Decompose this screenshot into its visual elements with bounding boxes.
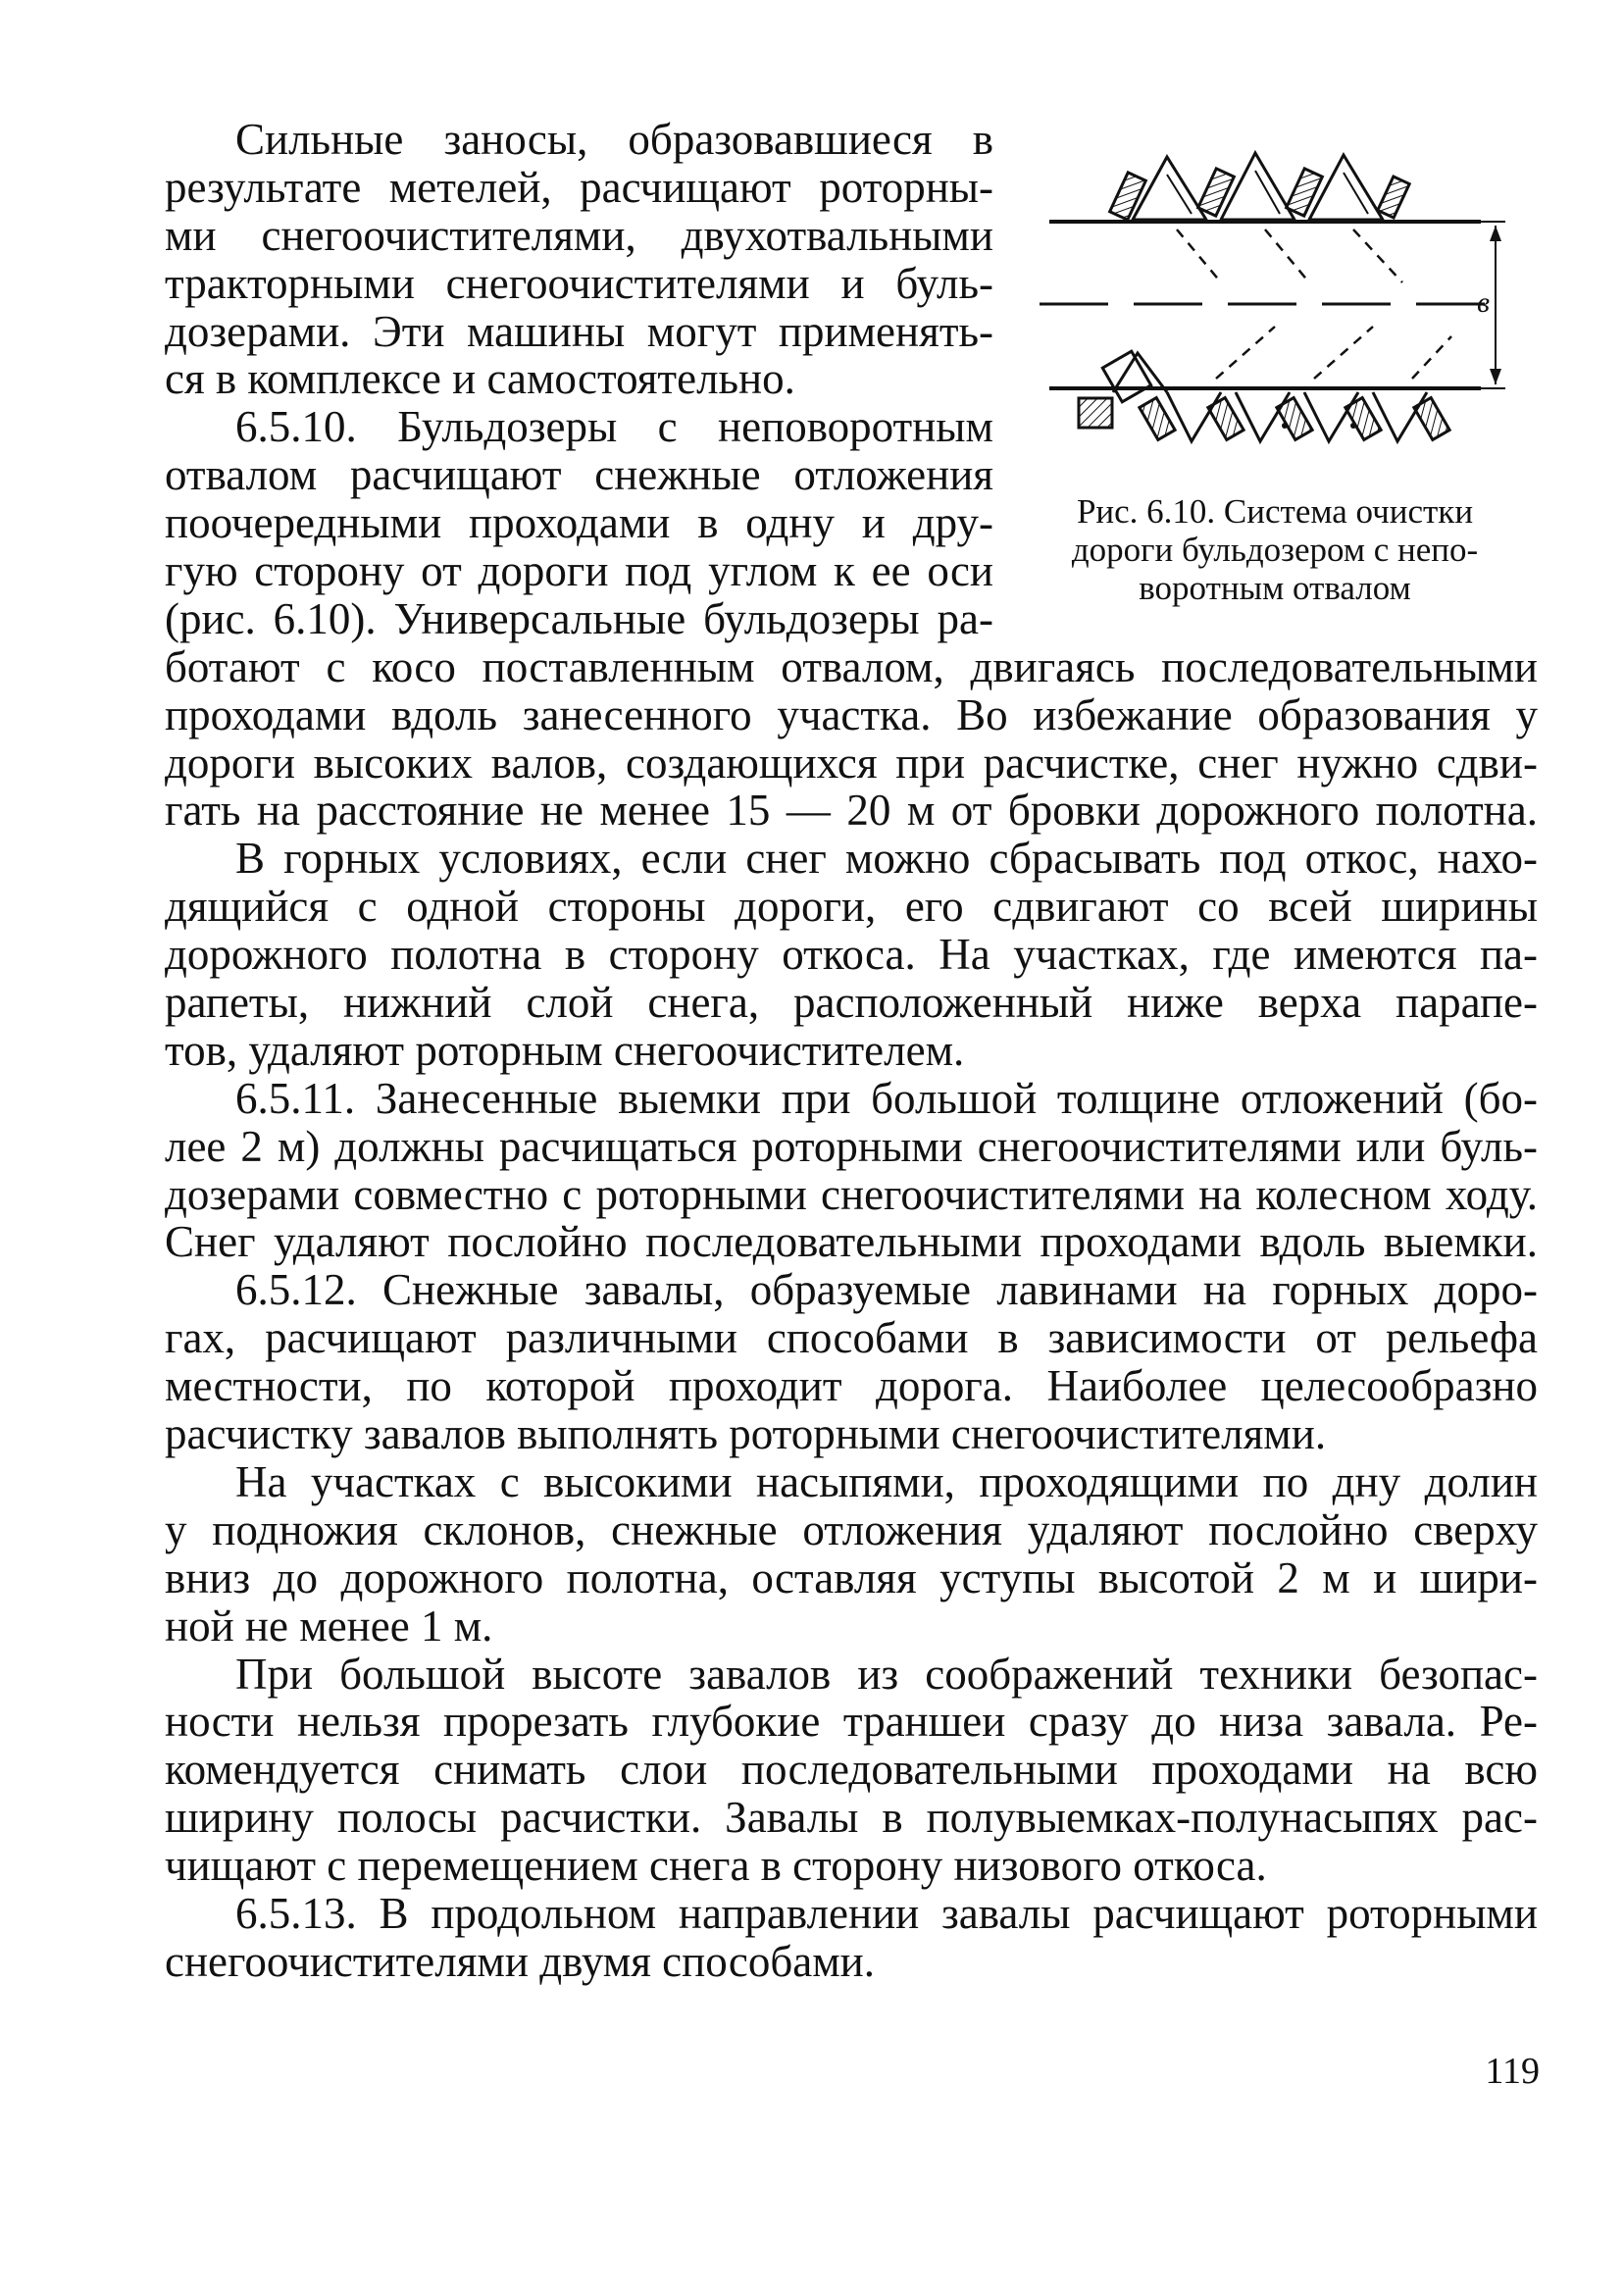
text-line: 6.5.12. Снежные завалы, образуемые лавинами на горных доро- [235, 1265, 1538, 1315]
text-line: рапеты, нижний слой снега, расположенный ниже верха парапе- [165, 978, 1538, 1028]
bottom-snow-deposits [1079, 351, 1449, 441]
text-line: тракторными снегоочистителями и буль- [165, 258, 993, 308]
top-snow-deposits [1110, 153, 1410, 220]
text-line: На участках с высокими насыпями, проходящими по дну долин [235, 1456, 1538, 1506]
text-line: местности, по которой проходит дорога. Наиболее целесообразно [165, 1361, 1538, 1411]
text-line: ной не менее 1 м. [165, 1601, 493, 1651]
text-line: ся в комплексе и самостоятельно. [165, 354, 795, 404]
text-line: 6.5.13. В продольном направлении завалы расчищают роторными [235, 1888, 1538, 1938]
text-line: дозерами. Эти машины могут применять- [165, 306, 993, 356]
text-line: проходами вдоль занесенного участка. Во избежание образования у [165, 689, 1538, 739]
text-line: лее 2 м) должны расчищаться роторными снегоочистителями или буль- [165, 1121, 1538, 1171]
text-line: (рис. 6.10). Универсальные бульдозеры ра- [165, 593, 993, 643]
caption-line: дороги бульдозером с непо- [1071, 531, 1479, 569]
text-line: 6.5.10. Бульдозеры с неповоротным [235, 402, 993, 452]
caption-line: воротным отвалом [1139, 569, 1411, 607]
text-line: В горных условиях, если снег можно сбрасывать под откос, нахо- [235, 834, 1538, 884]
text-line: дозерами совместно с роторными снегоочистителями на колесном ходу. [165, 1169, 1538, 1219]
text-line: комендуется снимать слои последовательными проходами на всю [165, 1745, 1538, 1795]
text-line: снегоочистителями двумя способами. [165, 1936, 875, 1986]
text-line: дорожного полотна в сторону откоса. На участках, где имеются па- [165, 930, 1538, 980]
text-line: результате метелей, расчищают роторны- [165, 162, 993, 212]
text-line: ности нельзя прорезать глубокие траншеи сразу до низа завала. Ре- [165, 1697, 1538, 1747]
text-line: При большой высоте завалов из соображений техники безопас- [235, 1649, 1538, 1699]
text-line: Снег удаляют послойно последовательными проходами вдоль выемки. [165, 1217, 1538, 1267]
text-line: у подножия склонов, снежные отложения удаляют послойно сверху [165, 1504, 1538, 1554]
bulldozer-clearing-diagram [1020, 135, 1530, 469]
dimension-label: в [1477, 286, 1491, 319]
text-line: отвалом расчищают снежные отложения [165, 450, 993, 500]
text-line: вниз до дорожного полотна, оставляя уступы высотой 2 м и шири- [165, 1552, 1538, 1602]
text-line: поочередными проходами в одну и дру- [165, 498, 993, 548]
text-line: тов, удаляют роторным снегоочистителем. [165, 1025, 965, 1075]
text-line: ми снегоочистителями, двухотвальными [165, 210, 993, 260]
text-line: чищают с перемещением снега в сторону низового откоса. [165, 1841, 1267, 1891]
top-pass-arrows [1177, 229, 1402, 282]
figure-caption [1020, 492, 1530, 607]
text-line: ширину полосы расчистки. Завалы в полувыемках-полунасыпях рас- [165, 1793, 1538, 1843]
text-line: ботают с косо поставленным отвалом, двигаясь последовательными [165, 641, 1538, 691]
text-line: гах, расчищают различными способами в зависимости от рельефа [165, 1313, 1538, 1363]
caption-line: Рис. 6.10. Система очистки [1076, 492, 1474, 531]
text-line: Сильные заносы, образовавшиеся в [235, 115, 993, 164]
text-line: дороги высоких валов, создающихся при расчистке, снег нужно сдви- [165, 737, 1538, 788]
bottom-pass-arrows [1216, 327, 1451, 379]
text-line: 6.5.11. Занесенные выемки при большой толщине отложений (бо- [235, 1073, 1538, 1123]
figure-6-10 [1020, 135, 1530, 469]
text-line: расчистку завалов выполнять роторными снегоочистителями. [165, 1409, 1327, 1459]
text-line: гать на расстояние не менее 15 — 20 м от бровки дорожного полотна. [165, 786, 1538, 836]
text-line: дящийся с одной стороны дороги, его сдвигают со всей ширины [165, 882, 1538, 932]
page-number: 119 [1485, 2051, 1540, 2092]
text-line: гую сторону от дороги под углом к ее оси [165, 546, 993, 596]
